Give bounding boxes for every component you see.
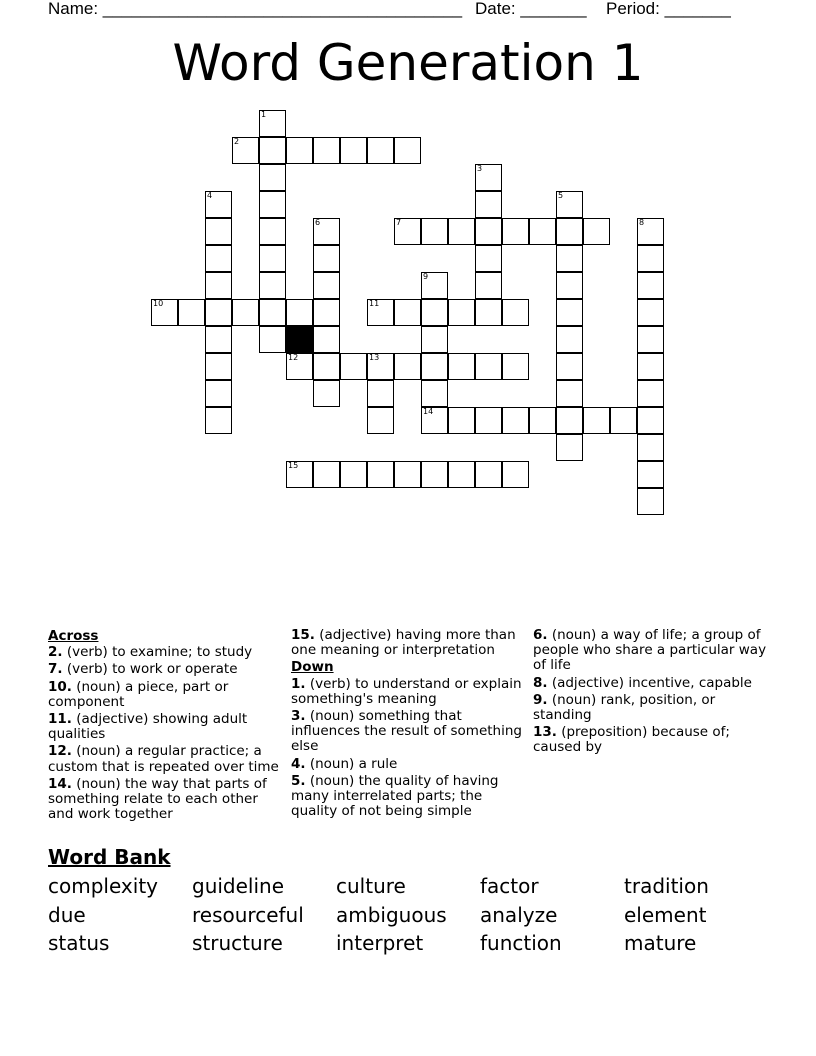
crossword-cell[interactable] — [556, 326, 583, 353]
clue-text: (noun) a rule — [309, 755, 398, 772]
crossword-cell[interactable] — [556, 353, 583, 380]
clue-number: 3. — [291, 708, 306, 725]
crossword-clue-number: 8 — [639, 218, 645, 227]
clue-down-9 — [533, 693, 769, 723]
clue-down-5 — [291, 774, 527, 820]
crossword-cell[interactable] — [205, 272, 232, 299]
clue-text: (verb) to understand or explain something's meaning — [291, 675, 522, 707]
clue-number: 11. — [48, 711, 72, 728]
clue-text: (noun) the quality of having many interrelated parts; the quality of not being simple — [291, 772, 499, 820]
crossword-cell[interactable] — [259, 191, 286, 218]
crossword-cell[interactable] — [475, 218, 502, 245]
word-bank-item: mature — [624, 931, 697, 955]
page-title: Word Generation 1 — [172, 34, 644, 92]
clue-number: 13. — [533, 724, 557, 741]
clues-column-2 — [291, 628, 527, 821]
crossword-cell[interactable] — [502, 218, 529, 245]
crossword-cell[interactable] — [313, 353, 340, 380]
word-bank-item: ambiguous — [336, 903, 447, 927]
clue-across-12 — [48, 744, 284, 774]
clue-number: 7. — [48, 661, 63, 678]
crossword-cell[interactable] — [205, 245, 232, 272]
crossword-cell[interactable] — [421, 461, 448, 488]
crossword-cell[interactable] — [367, 380, 394, 407]
crossword-cell[interactable] — [556, 245, 583, 272]
crossword-cell[interactable] — [637, 353, 664, 380]
crossword-clue-number: 10 — [153, 299, 164, 308]
crossword-cell[interactable] — [475, 245, 502, 272]
clue-down-1 — [291, 677, 527, 707]
word-bank-item: status — [48, 931, 110, 955]
crossword-cell[interactable] — [637, 326, 664, 353]
crossword-cell[interactable] — [421, 326, 448, 353]
clue-text: (adjective) having more than one meaning or interpretation — [291, 627, 516, 659]
clues-column-1 — [48, 628, 284, 824]
clue-down-4 — [291, 757, 527, 772]
clue-across-2 — [48, 645, 284, 660]
crossword-clue-number: 5 — [558, 191, 564, 200]
clue-number: 8. — [533, 674, 548, 691]
clue-text: (noun) a regular practice; a custom that is repeated over time — [48, 743, 279, 775]
crossword-cell[interactable] — [259, 272, 286, 299]
crossword-cell[interactable] — [502, 353, 529, 380]
crossword-cell[interactable] — [448, 353, 475, 380]
clue-text: (noun) something that influences the result of something else — [291, 708, 522, 755]
crossword-cell[interactable] — [637, 407, 664, 434]
crossword-cell[interactable] — [556, 218, 583, 245]
word-bank-title: Word Bank — [48, 845, 171, 869]
crossword-cell[interactable] — [313, 272, 340, 299]
crossword-cell[interactable] — [556, 434, 583, 461]
crossword-cell[interactable] — [340, 461, 367, 488]
crossword-cell[interactable] — [529, 218, 556, 245]
clue-down-6 — [533, 628, 769, 674]
crossword-cell[interactable] — [259, 326, 286, 353]
clues-column-3 — [533, 628, 769, 758]
crossword-cell[interactable] — [286, 137, 313, 164]
clue-across-15 — [291, 628, 527, 658]
crossword-cell[interactable] — [259, 137, 286, 164]
crossword-clue-number: 1 — [261, 110, 267, 119]
crossword-cell[interactable] — [475, 191, 502, 218]
crossword-cell[interactable] — [421, 380, 448, 407]
crossword-cell[interactable] — [367, 407, 394, 434]
word-bank-item: interpret — [336, 931, 424, 955]
crossword-clue-number: 15 — [288, 461, 299, 470]
crossword-cell[interactable] — [313, 380, 340, 407]
crossword-cell[interactable] — [205, 407, 232, 434]
clue-number: 4. — [291, 755, 306, 772]
crossword-cell[interactable] — [448, 407, 475, 434]
clue-down-3 — [291, 709, 527, 755]
crossword-cell[interactable] — [205, 353, 232, 380]
crossword-cell[interactable] — [529, 407, 556, 434]
crossword-clue-number: 11 — [369, 299, 380, 308]
crossword-cell[interactable] — [286, 299, 313, 326]
clue-down-8 — [533, 676, 769, 691]
crossword-cell[interactable] — [340, 137, 367, 164]
crossword-cell[interactable] — [475, 299, 502, 326]
word-bank-item: element — [624, 903, 707, 927]
word-bank-item: tradition — [624, 874, 709, 898]
clue-number: 10. — [48, 678, 72, 695]
crossword-cell[interactable] — [556, 299, 583, 326]
word-bank-item: factor — [480, 874, 539, 898]
crossword-cell[interactable] — [394, 461, 421, 488]
clue-text: (verb) to work or operate — [66, 661, 238, 678]
clue-text: (noun) a way of life; a group of people who share a particular way of life — [533, 627, 767, 674]
crossword-cell[interactable] — [394, 299, 421, 326]
clue-text: (noun) rank, position, or standing — [533, 691, 716, 724]
crossword-cell[interactable] — [421, 353, 448, 380]
word-bank-item: complexity — [48, 874, 158, 898]
down-heading: Down — [291, 659, 334, 676]
crossword-cell[interactable] — [367, 461, 394, 488]
crossword-clue-number: 6 — [315, 218, 321, 227]
crossword-cell[interactable] — [637, 380, 664, 407]
clue-text: (preposition) because of; caused by — [533, 724, 730, 756]
crossword-cell[interactable] — [205, 380, 232, 407]
crossword-cell[interactable] — [205, 299, 232, 326]
word-bank-item: analyze — [480, 903, 558, 927]
crossword-cell[interactable] — [556, 407, 583, 434]
word-bank-item: guideline — [192, 874, 285, 898]
clue-number: 1. — [291, 675, 306, 692]
clue-number: 2. — [48, 644, 63, 661]
crossword-cell[interactable] — [556, 272, 583, 299]
crossword-cell[interactable] — [475, 461, 502, 488]
clue-across-11 — [48, 712, 284, 742]
crossword-cell[interactable] — [232, 299, 259, 326]
clue-number: 5. — [291, 772, 306, 789]
crossword-black-cell — [286, 326, 313, 353]
crossword-cell[interactable] — [502, 299, 529, 326]
crossword-clue-number: 12 — [288, 353, 299, 362]
crossword-cell[interactable] — [421, 218, 448, 245]
clue-text: (noun) the way that parts of something relate to each other and work together — [48, 775, 267, 823]
clue-text: (noun) a piece, part or component — [48, 678, 229, 710]
crossword-cell[interactable] — [205, 218, 232, 245]
name-field-label: Name: ______________________________________ — [48, 0, 463, 18]
crossword-cell[interactable] — [259, 245, 286, 272]
crossword-cell[interactable] — [367, 137, 394, 164]
crossword-clue-number: 7 — [396, 218, 402, 227]
clue-across-10 — [48, 680, 284, 710]
crossword-clue-number: 9 — [423, 272, 429, 281]
crossword-clue-number: 14 — [423, 407, 434, 416]
word-bank-item: resourceful — [192, 903, 304, 927]
crossword-cell[interactable] — [421, 299, 448, 326]
crossword-cell[interactable] — [259, 299, 286, 326]
clue-number: 15. — [291, 627, 315, 643]
word-bank-item: culture — [336, 874, 406, 898]
crossword-cell[interactable] — [259, 218, 286, 245]
crossword-clue-number: 2 — [234, 137, 240, 146]
crossword-cell[interactable] — [313, 461, 340, 488]
date-field-label: Date: _______ — [475, 0, 587, 18]
crossword-cell[interactable] — [475, 272, 502, 299]
crossword-cell[interactable] — [637, 488, 664, 515]
crossword-cell[interactable] — [313, 326, 340, 353]
crossword-cell[interactable] — [610, 407, 637, 434]
crossword-clue-number: 4 — [207, 191, 213, 200]
crossword-cell[interactable] — [448, 218, 475, 245]
crossword-cell[interactable] — [205, 326, 232, 353]
clue-text: (verb) to examine; to study — [66, 644, 253, 661]
clue-number: 6. — [533, 627, 548, 643]
crossword-cell[interactable] — [178, 299, 205, 326]
clue-text: (adjective) incentive, capable — [551, 674, 752, 691]
crossword-clue-number: 3 — [477, 164, 483, 173]
crossword-cell[interactable] — [475, 353, 502, 380]
crossword-cell[interactable] — [394, 353, 421, 380]
crossword-cell[interactable] — [340, 353, 367, 380]
crossword-cell[interactable] — [313, 137, 340, 164]
crossword-cell[interactable] — [556, 380, 583, 407]
word-bank-item: structure — [192, 931, 283, 955]
crossword-cell[interactable] — [313, 245, 340, 272]
crossword-cell[interactable] — [637, 299, 664, 326]
crossword-cell[interactable] — [502, 407, 529, 434]
crossword-cell[interactable] — [394, 137, 421, 164]
clue-text: (adjective) showing adult qualities — [48, 711, 248, 743]
crossword-cell[interactable] — [583, 218, 610, 245]
crossword-cell[interactable] — [637, 461, 664, 488]
crossword-cell[interactable] — [502, 461, 529, 488]
clue-number: 14. — [48, 775, 72, 792]
crossword-cell[interactable] — [475, 407, 502, 434]
clue-across-14 — [48, 777, 284, 823]
across-heading: Across — [48, 628, 99, 644]
crossword-cell[interactable] — [637, 245, 664, 272]
clue-across-7 — [48, 662, 284, 677]
clue-down-13 — [533, 725, 769, 755]
crossword-cell[interactable] — [448, 299, 475, 326]
crossword-cell[interactable] — [637, 434, 664, 461]
crossword-cell[interactable] — [448, 461, 475, 488]
word-bank-item: function — [480, 931, 562, 955]
crossword-cell[interactable] — [259, 164, 286, 191]
crossword-clue-number: 13 — [369, 353, 380, 362]
word-bank-item: due — [48, 903, 86, 927]
crossword-cell[interactable] — [583, 407, 610, 434]
crossword-cell[interactable] — [637, 272, 664, 299]
clue-number: 12. — [48, 743, 72, 760]
crossword-cell[interactable] — [313, 299, 340, 326]
clue-number: 9. — [533, 691, 548, 708]
period-field-label: Period: _______ — [606, 0, 731, 18]
